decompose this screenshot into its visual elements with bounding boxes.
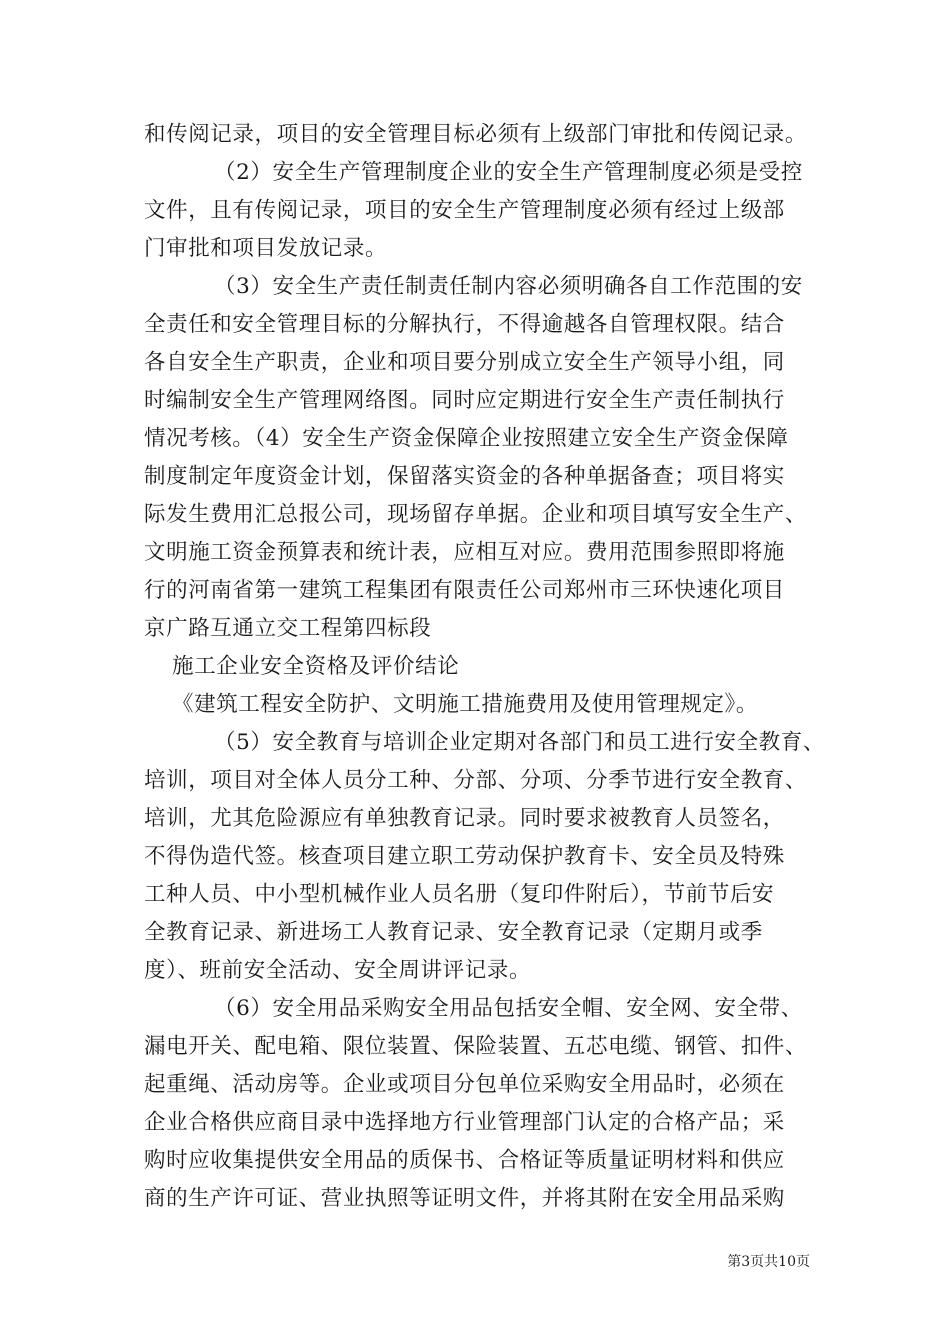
text-line: 漏电开关、配电箱、限位装置、保险装置、五芯电缆、钢管、扣件、 <box>144 1034 808 1059</box>
text-line: 全教育记录、新进场工人教育记录、安全教育记录（定期月或季 <box>144 920 763 945</box>
text-line: 培训，项目对全体人员分工种、分部、分项、分季节进行安全教育、 <box>144 768 808 793</box>
text-line: 培训，尤其危险源应有单独教育记录。同时要求被教育人员签名， <box>144 806 785 831</box>
text-line: 各自安全生产职责，企业和项目要分别成立安全生产领导小组，同 <box>144 350 785 375</box>
text-line: （5）安全教育与培训企业定期对各部门和员工进行安全教育、 <box>214 730 825 755</box>
text-line: 工种人员、中小型机械作业人员名册（复印件附后），节前节后安 <box>144 882 775 907</box>
text-line: 制度制定年度资金计划，保留落实资金的各种单据备查；项目将实 <box>144 464 785 489</box>
text-line: 行的河南省第一建筑工程集团有限责任公司郑州市三环快速化项目 <box>144 578 785 603</box>
text-line: 文明施工资金预算表和统计表，应相互对应。费用范围参照即将施 <box>144 540 785 565</box>
text-line: （6）安全用品采购安全用品包括安全帽、安全网、安全带、 <box>214 996 803 1021</box>
text-line: 度）、班前安全活动、安全周讲评记录。 <box>144 958 532 983</box>
text-line: 全责任和安全管理目标的分解执行，不得逾越各自管理权限。结合 <box>144 312 785 337</box>
text-line: （3）安全生产责任制责任制内容必须明确各自工作范围的安 <box>214 274 803 299</box>
text-line: 施工企业安全资格及评价结论 <box>172 654 460 679</box>
text-line: 企业合格供应商目录中选择地方行业管理部门认定的合格产品；采 <box>144 1110 785 1135</box>
text-line: 际发生费用汇总报公司，现场留存单据。企业和项目填写安全生产、 <box>144 502 808 527</box>
text-line: （2）安全生产管理制度企业的安全生产管理制度必须是受控 <box>214 160 803 185</box>
text-line: 《建筑工程安全防护、文明施工措施费用及使用管理规定》。 <box>172 692 758 717</box>
text-line: 时编制安全生产管理网络图。同时应定期进行安全生产责任制执行 <box>144 388 785 413</box>
page-number: 第3页共10页 <box>727 1254 810 1270</box>
text-line: 和传阅记录，项目的安全管理目标必须有上级部门审批和传阅记录。 <box>144 122 808 147</box>
text-line: 文件，且有传阅记录，项目的安全生产管理制度必须有经过上级部 <box>144 198 785 223</box>
text-line: 不得伪造代签。核查项目建立职工劳动保护教育卡、安全员及特殊 <box>144 844 785 869</box>
text-line: 情况考核。（4）安全生产资金保障企业按照建立安全生产资金保障 <box>144 426 789 451</box>
text-line: 门审批和项目发放记录。 <box>144 236 388 261</box>
text-line: 购时应收集提供安全用品的质保书、合格证等质量证明材料和供应 <box>144 1148 785 1173</box>
text-line: 商的生产许可证、营业执照等证明文件，并将其附在安全用品采购 <box>144 1186 785 1211</box>
text-line: 京广路互通立交工程第四标段 <box>144 616 432 641</box>
text-line: 起重绳、活动房等。企业或项目分包单位采购安全用品时，必须在 <box>144 1072 785 1097</box>
